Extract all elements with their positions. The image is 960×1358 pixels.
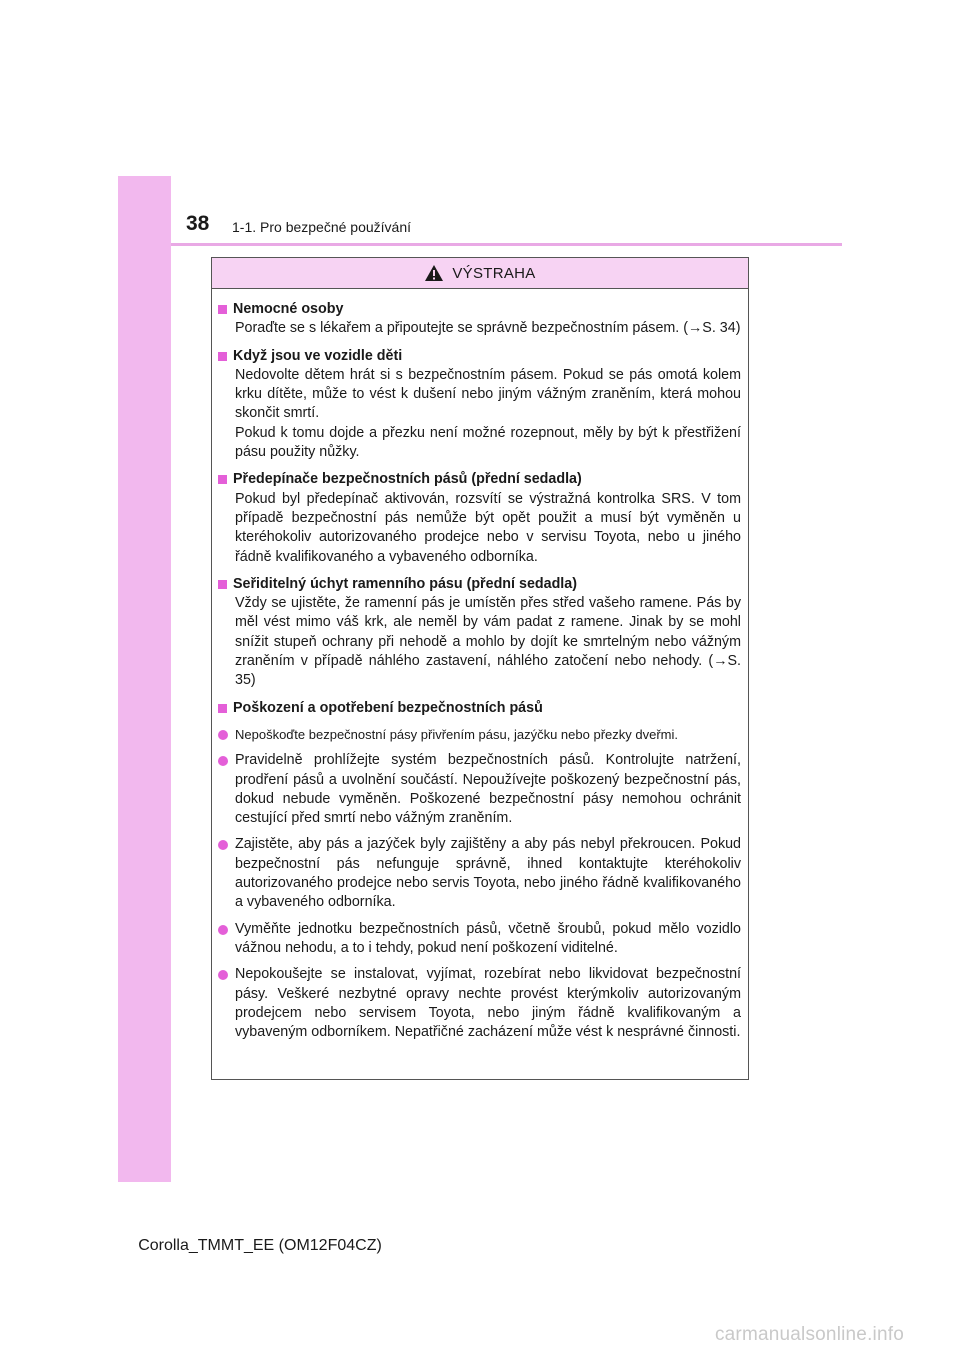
- warning-content: [212, 289, 748, 1042]
- list-item: Pravidelně prohlížejte systém bezpečnostních pásů. Kontrolujte natržení, prodření pásů a uvolnění součástí. Nepoužívejte poškozený bezpečnostní pás, dokud nebude vyměněn. Poškozené bezpečnostní pásy nemohou ochránit cestující před smrtí nebo vážným zraněním.: [218, 751, 741, 828]
- paragraph: Pokud byl předepínač aktivován, rozsvítí se výstražná kontrolka SRS. V tom případě bezpečnostní pás nemůže být opět použit a musí být vyměněn u kteréhokoliv autorizovaného prodejce nebo v servisu Toyota, nebo u jiného řádně kvalifikovaného a vybaveného odborníka.: [235, 490, 741, 565]
- footer: [0, 1237, 960, 1255]
- warning-label: VÝSTRAHA: [452, 264, 536, 282]
- warning-section: [218, 300, 741, 339]
- page-number: 38: [186, 212, 210, 235]
- list-item: Nepoškoďte bezpečnostní pásy přivřením pásu, jazýčku nebo přezky dveřmi.: [218, 725, 741, 744]
- warning-section: [218, 575, 741, 691]
- warning-header: [212, 258, 748, 289]
- warning-triangle-icon: [424, 264, 444, 282]
- section-heading: Nemocné osoby: [233, 301, 344, 317]
- paragraph: Nedovolte dětem hrát si s bezpečnostním pásem. Pokud se pás omotá kolem krku dítěte, může to vést k dušení nebo jiným vážným zraněním, která mohou skončit smrtí.: [235, 366, 741, 422]
- section-heading: Předepínače bezpečnostních pásů (přední sedadla): [233, 471, 582, 488]
- watermark: carmanualsonline.info: [714, 1324, 904, 1345]
- circle-bullet-icon: [218, 840, 228, 850]
- square-bullet-icon: [218, 580, 227, 589]
- circle-bullet-icon: [218, 970, 228, 980]
- circle-bullet-icon: [218, 925, 228, 935]
- warning-section: [218, 347, 741, 463]
- warning-section: [218, 470, 741, 566]
- circle-bullet-icon: [218, 730, 228, 740]
- warning-section: [218, 699, 741, 1043]
- list-item: Zajistěte, aby pás a jazýček byly zajištěny a aby pás nebyl překroucen. Pokud bezpečnostní pás nefunguje správně, ihned kontaktujte kteréhokoliv autorizovaného prodejce nebo servis Toyota, nebo jiného řádně kvalifikovaného a vybaveného odborníka.: [218, 835, 741, 912]
- paragraph: Pokud k tomu dojde a přezku není možné rozepnout, měly by být k přestřižení pásu použity nůžky.: [235, 424, 741, 461]
- paragraph: Vždy se ujistěte, že ramenní pás je umístěn přes střed vašeho ramene. Pás by měl vést mimo váš krk, ale neměl by vám padat z ramene. Jinak by se mohl snížit stupeň ochrany při nehodě a mohlo by dojít ke smrtelným nebo vážným zraněním v případě náhlého zastavení, náhlého zatočení nebo nehody. (→S. 35): [235, 595, 741, 689]
- paragraph: Poraďte se s lékařem a připoutejte se správně bezpečnostním pásem. (→S. 34): [235, 320, 741, 337]
- header-divider: [171, 243, 842, 246]
- list-item: Nepokoušejte se instalovat, vyjímat, rozebírat nebo likvidovat bezpečnostní pásy. Veškeré nezbytné opravy nechte provést kterýmkoliv autorizovaným prodejcem nebo servisem Toyota, nebo jiným řádně kvalifikovaným a vybaveným odborníkem. Nepatřičné zacházení může vést k nesprávné činnosti.: [218, 965, 741, 1042]
- section-heading: Když jsou ve vozidle děti: [233, 347, 403, 364]
- square-bullet-icon: [218, 475, 227, 484]
- document-id: Corolla_TMMT_EE (OM12F04CZ): [138, 1237, 382, 1254]
- warning-box: [211, 257, 749, 1080]
- circle-bullet-icon: [218, 756, 228, 766]
- square-bullet-icon: [218, 352, 227, 361]
- section-heading: Poškození a opotřebení bezpečnostních pásů: [233, 699, 543, 716]
- chapter-sidebar: [118, 176, 171, 1182]
- section-title: 1-1. Pro bezpečné používání: [232, 219, 412, 235]
- square-bullet-icon: [218, 704, 227, 713]
- section-heading: Seřiditelný úchyt ramenního pásu (přední sedadla): [233, 575, 577, 592]
- list-item: Vyměňte jednotku bezpečnostních pásů, včetně šroubů, pokud mělo vozidlo vážnou nehodu, a to i tehdy, pokud není poškození viditelné.: [218, 920, 741, 959]
- square-bullet-icon: [218, 305, 227, 314]
